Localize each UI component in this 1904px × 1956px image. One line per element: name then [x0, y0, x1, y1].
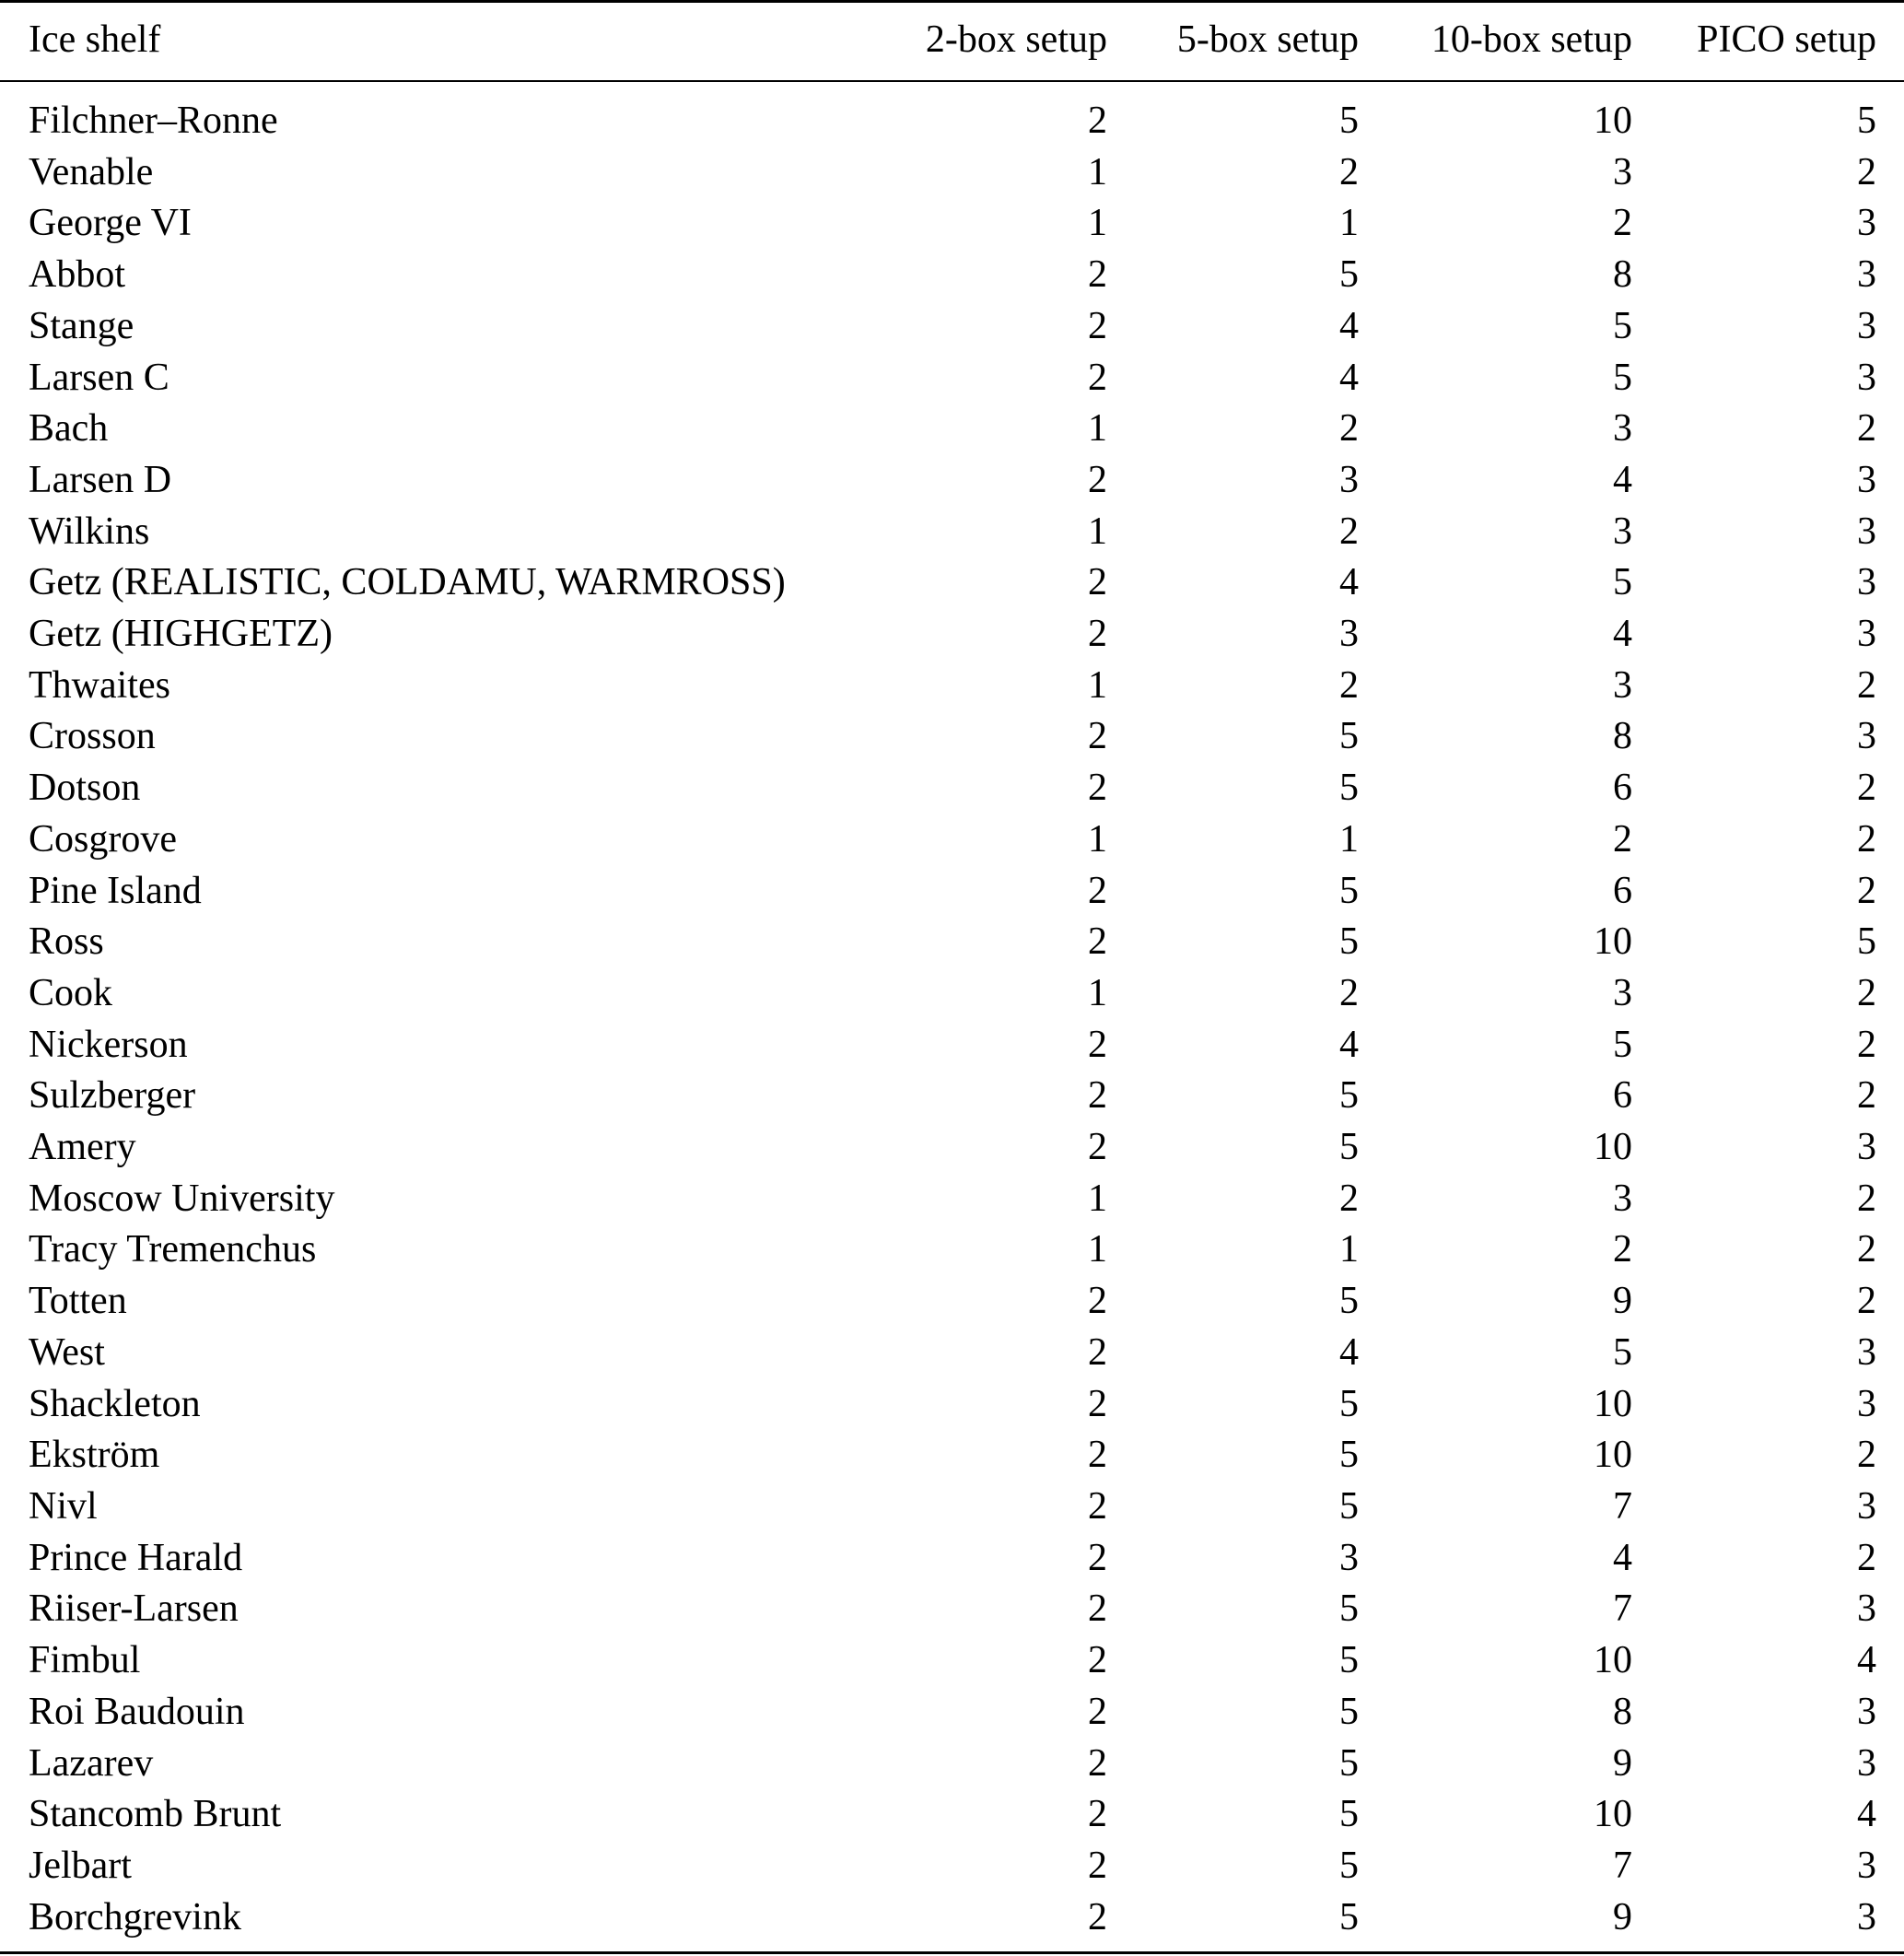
header-ice-shelf: Ice shelf: [29, 18, 161, 61]
ice-shelf-name-cell: Filchner–Ronne: [29, 100, 278, 142]
ten-box-cell: 10: [1594, 1126, 1632, 1169]
two-box-cell: 2: [1088, 1484, 1107, 1528]
ice-shelf-name-cell: Nickerson: [29, 1023, 188, 1066]
ten-box-cell: 5: [1613, 304, 1632, 347]
ten-box-cell: 8: [1613, 1690, 1632, 1733]
five-box-cell: 4: [1339, 304, 1359, 347]
ten-box-cell: 8: [1613, 253, 1632, 297]
five-box-cell: 4: [1339, 1023, 1359, 1066]
ice-shelf-name-cell: Abbot: [29, 253, 125, 297]
table-row: [0, 609, 1904, 661]
ice-shelf-name-cell: Sulzberger: [29, 1074, 196, 1118]
five-box-cell: 5: [1339, 253, 1359, 297]
table-row: [0, 1533, 1904, 1585]
ice-shelf-name-cell: Borchgrevink: [29, 1895, 241, 1938]
two-box-cell: 2: [1088, 1895, 1107, 1938]
ten-box-cell: 7: [1613, 1844, 1632, 1887]
ten-box-cell: 3: [1613, 509, 1632, 553]
five-box-cell: 5: [1339, 715, 1359, 758]
pico-cell: 4: [1857, 1793, 1876, 1836]
pico-cell: 3: [1857, 1741, 1876, 1785]
ice-shelf-name-cell: Pine Island: [29, 869, 202, 912]
five-box-cell: 1: [1339, 1228, 1359, 1271]
ice-shelf-name-cell: Thwaites: [29, 663, 170, 707]
two-box-cell: 2: [1088, 1126, 1107, 1169]
five-box-cell: 2: [1339, 509, 1359, 553]
two-box-cell: 1: [1088, 509, 1107, 553]
two-box-cell: 2: [1088, 304, 1107, 347]
two-box-cell: 2: [1088, 1741, 1107, 1785]
five-box-cell: 5: [1339, 1895, 1359, 1938]
ten-box-cell: 5: [1613, 1330, 1632, 1374]
table-row: [0, 404, 1904, 455]
ten-box-cell: 3: [1613, 971, 1632, 1014]
table-row: [0, 661, 1904, 712]
ice-shelf-name-cell: Roi Baudouin: [29, 1690, 245, 1733]
two-box-cell: 1: [1088, 1177, 1107, 1220]
ten-box-cell: 10: [1594, 1639, 1632, 1682]
table-row: [0, 1789, 1904, 1841]
five-box-cell: 5: [1339, 1484, 1359, 1528]
header-5-box-setup: 5-box setup: [1176, 18, 1359, 61]
five-box-cell: 5: [1339, 1844, 1359, 1887]
table-row: [0, 301, 1904, 353]
two-box-cell: 1: [1088, 663, 1107, 707]
ten-box-cell: 5: [1613, 1023, 1632, 1066]
two-box-cell: 1: [1088, 202, 1107, 245]
pico-cell: 2: [1857, 150, 1876, 193]
ten-box-cell: 6: [1613, 767, 1632, 810]
ten-box-cell: 10: [1594, 1382, 1632, 1425]
pico-cell: 2: [1857, 767, 1876, 810]
five-box-cell: 4: [1339, 1330, 1359, 1374]
two-box-cell: 2: [1088, 1587, 1107, 1631]
bottom-rule: [0, 1951, 1904, 1954]
ice-shelf-name-cell: Getz (HIGHGETZ): [29, 613, 333, 656]
pico-cell: 5: [1857, 920, 1876, 964]
five-box-cell: 4: [1339, 561, 1359, 604]
pico-cell: 3: [1857, 458, 1876, 501]
two-box-cell: 2: [1088, 356, 1107, 399]
pico-cell: 5: [1857, 100, 1876, 142]
ice-shelf-name-cell: Lazarev: [29, 1741, 154, 1785]
ten-box-cell: 10: [1594, 1434, 1632, 1477]
two-box-cell: 2: [1088, 715, 1107, 758]
five-box-cell: 2: [1339, 663, 1359, 707]
table-row: [0, 1224, 1904, 1276]
two-box-cell: 2: [1088, 1023, 1107, 1066]
pico-cell: 3: [1857, 202, 1876, 245]
pico-cell: 4: [1857, 1639, 1876, 1682]
ten-box-cell: 10: [1594, 920, 1632, 964]
ice-shelf-name-cell: Getz (REALISTIC, COLDAMU, WARMROSS): [29, 561, 786, 604]
pico-cell: 3: [1857, 509, 1876, 553]
pico-cell: 3: [1857, 304, 1876, 347]
two-box-cell: 1: [1088, 971, 1107, 1014]
ten-box-cell: 9: [1613, 1741, 1632, 1785]
ice-shelf-name-cell: George VI: [29, 202, 192, 245]
five-box-cell: 5: [1339, 1280, 1359, 1323]
five-box-cell: 2: [1339, 971, 1359, 1014]
table-row: [0, 711, 1904, 763]
ice-shelf-name-cell: West: [29, 1330, 105, 1374]
ice-shelf-name-cell: Shackleton: [29, 1382, 201, 1425]
five-box-cell: 4: [1339, 356, 1359, 399]
pico-cell: 2: [1857, 817, 1876, 861]
five-box-cell: 2: [1339, 1177, 1359, 1220]
table-row: [0, 353, 1904, 404]
ten-box-cell: 3: [1613, 150, 1632, 193]
five-box-cell: 5: [1339, 100, 1359, 142]
ice-shelf-name-cell: Riiser-Larsen: [29, 1587, 239, 1631]
ice-shelf-name-cell: Venable: [29, 150, 154, 193]
five-box-cell: 5: [1339, 1126, 1359, 1169]
ten-box-cell: 10: [1594, 1793, 1632, 1836]
table-row: [0, 147, 1904, 199]
ten-box-cell: 2: [1613, 817, 1632, 861]
table-row: [0, 917, 1904, 968]
ten-box-cell: 7: [1613, 1587, 1632, 1631]
pico-cell: 3: [1857, 715, 1876, 758]
two-box-cell: 2: [1088, 1280, 1107, 1323]
two-box-cell: 2: [1088, 100, 1107, 142]
ice-shelf-name-cell: Amery: [29, 1126, 136, 1169]
ten-box-cell: 5: [1613, 561, 1632, 604]
ice-shelf-name-cell: Prince Harald: [29, 1536, 243, 1579]
ice-shelf-name-cell: Stancomb Brunt: [29, 1793, 282, 1836]
pico-cell: 2: [1857, 1280, 1876, 1323]
table-row: [0, 1687, 1904, 1739]
pico-cell: 2: [1857, 1177, 1876, 1220]
table-row: [0, 1328, 1904, 1379]
pico-cell: 2: [1857, 663, 1876, 707]
header-pico-setup: PICO setup: [1697, 18, 1876, 61]
five-box-cell: 3: [1339, 1536, 1359, 1579]
ice-shelf-name-cell: Ross: [29, 920, 104, 964]
five-box-cell: 2: [1339, 407, 1359, 451]
table-row: [0, 1379, 1904, 1431]
two-box-cell: 2: [1088, 1074, 1107, 1118]
table-row: [0, 507, 1904, 558]
ten-box-cell: 2: [1613, 202, 1632, 245]
ice-shelf-name-cell: Bach: [29, 407, 109, 451]
header-row: [0, 0, 1904, 79]
five-box-cell: 1: [1339, 202, 1359, 245]
ice-shelf-name-cell: Tracy Tremenchus: [29, 1228, 317, 1271]
five-box-cell: 1: [1339, 817, 1359, 861]
table-header: [0, 0, 1904, 79]
ice-shelf-name-cell: Fimbul: [29, 1639, 141, 1682]
pico-cell: 2: [1857, 1434, 1876, 1477]
five-box-cell: 3: [1339, 458, 1359, 501]
table-row: [0, 1276, 1904, 1328]
five-box-cell: 5: [1339, 1690, 1359, 1733]
pico-cell: 2: [1857, 971, 1876, 1014]
ice-shelf-name-cell: Totten: [29, 1280, 127, 1323]
five-box-cell: 5: [1339, 1793, 1359, 1836]
two-box-cell: 2: [1088, 613, 1107, 656]
pico-cell: 3: [1857, 1895, 1876, 1938]
table-row: [0, 79, 1904, 147]
table-row: [0, 968, 1904, 1020]
five-box-cell: 5: [1339, 1639, 1359, 1682]
table-row: [0, 250, 1904, 301]
pico-cell: 3: [1857, 1382, 1876, 1425]
two-box-cell: 1: [1088, 407, 1107, 451]
table-row: [0, 814, 1904, 866]
ten-box-cell: 5: [1613, 356, 1632, 399]
pico-cell: 2: [1857, 1023, 1876, 1066]
ten-box-cell: 9: [1613, 1280, 1632, 1323]
ten-box-cell: 7: [1613, 1484, 1632, 1528]
five-box-cell: 3: [1339, 613, 1359, 656]
ten-box-cell: 8: [1613, 715, 1632, 758]
table-row: [0, 866, 1904, 918]
pico-cell: 3: [1857, 613, 1876, 656]
five-box-cell: 5: [1339, 1382, 1359, 1425]
ten-box-cell: 3: [1613, 1177, 1632, 1220]
ice-shelf-name-cell: Cook: [29, 971, 113, 1014]
five-box-cell: 5: [1339, 1074, 1359, 1118]
two-box-cell: 2: [1088, 1382, 1107, 1425]
ice-shelf-name-cell: Nivl: [29, 1484, 98, 1528]
two-box-cell: 2: [1088, 1844, 1107, 1887]
table-row: [0, 1584, 1904, 1635]
ice-shelf-name-cell: Cosgrove: [29, 817, 177, 861]
two-box-cell: 2: [1088, 1330, 1107, 1374]
table-row: [0, 763, 1904, 814]
table-row: [0, 1430, 1904, 1482]
ice-shelf-name-cell: Ekström: [29, 1434, 160, 1477]
ten-box-cell: 3: [1613, 663, 1632, 707]
ten-box-cell: 3: [1613, 407, 1632, 451]
table-row: [0, 1020, 1904, 1072]
pico-cell: 3: [1857, 1690, 1876, 1733]
header-10-box-setup: 10-box setup: [1431, 18, 1632, 61]
table-row: [0, 1635, 1904, 1687]
pico-cell: 3: [1857, 1587, 1876, 1631]
ice-shelf-name-cell: Moscow University: [29, 1177, 335, 1220]
ten-box-cell: 4: [1613, 458, 1632, 501]
table-row: [0, 1892, 1904, 1944]
five-box-cell: 5: [1339, 1587, 1359, 1631]
pico-cell: 3: [1857, 1484, 1876, 1528]
ice-shelf-name-cell: Larsen C: [29, 356, 169, 399]
pico-cell: 2: [1857, 1228, 1876, 1271]
ice-shelf-name-cell: Larsen D: [29, 458, 172, 501]
two-box-cell: 2: [1088, 1536, 1107, 1579]
two-box-cell: 2: [1088, 253, 1107, 297]
ice-shelf-name-cell: Dotson: [29, 767, 141, 810]
ten-box-cell: 6: [1613, 869, 1632, 912]
two-box-cell: 2: [1088, 1793, 1107, 1836]
two-box-cell: 2: [1088, 1639, 1107, 1682]
ten-box-cell: 4: [1613, 613, 1632, 656]
table-body: [0, 79, 1904, 1943]
two-box-cell: 2: [1088, 920, 1107, 964]
two-box-cell: 2: [1088, 458, 1107, 501]
five-box-cell: 5: [1339, 1434, 1359, 1477]
five-box-cell: 5: [1339, 767, 1359, 810]
table-row: [0, 1482, 1904, 1533]
two-box-cell: 1: [1088, 817, 1107, 861]
pico-cell: 3: [1857, 253, 1876, 297]
five-box-cell: 5: [1339, 869, 1359, 912]
five-box-cell: 5: [1339, 920, 1359, 964]
two-box-cell: 2: [1088, 1690, 1107, 1733]
two-box-cell: 2: [1088, 869, 1107, 912]
pico-cell: 3: [1857, 1126, 1876, 1169]
pico-cell: 3: [1857, 356, 1876, 399]
two-box-cell: 1: [1088, 1228, 1107, 1271]
pico-cell: 2: [1857, 869, 1876, 912]
pico-cell: 3: [1857, 561, 1876, 604]
ice-shelf-name-cell: Wilkins: [29, 509, 150, 553]
table-row: [0, 1841, 1904, 1892]
ten-box-cell: 9: [1613, 1895, 1632, 1938]
table-row: [0, 1122, 1904, 1174]
ice-shelf-name-cell: Crosson: [29, 715, 156, 758]
two-box-cell: 2: [1088, 561, 1107, 604]
five-box-cell: 5: [1339, 1741, 1359, 1785]
table-row: [0, 557, 1904, 609]
ice-shelf-name-cell: Jelbart: [29, 1844, 132, 1887]
ten-box-cell: 4: [1613, 1536, 1632, 1579]
table-row: [0, 1071, 1904, 1122]
ten-box-cell: 6: [1613, 1074, 1632, 1118]
table-row: [0, 1739, 1904, 1790]
pico-cell: 3: [1857, 1330, 1876, 1374]
two-box-cell: 1: [1088, 150, 1107, 193]
table-row: [0, 455, 1904, 507]
two-box-cell: 2: [1088, 1434, 1107, 1477]
table-row: [0, 198, 1904, 250]
pico-cell: 3: [1857, 1844, 1876, 1887]
five-box-cell: 2: [1339, 150, 1359, 193]
ice-shelf-name-cell: Stange: [29, 304, 134, 347]
header-2-box-setup: 2-box setup: [925, 18, 1107, 61]
two-box-cell: 2: [1088, 767, 1107, 810]
table-row: [0, 1174, 1904, 1225]
pico-cell: 2: [1857, 1074, 1876, 1118]
ten-box-cell: 10: [1594, 100, 1632, 142]
ten-box-cell: 2: [1613, 1228, 1632, 1271]
pico-cell: 2: [1857, 407, 1876, 451]
pico-cell: 2: [1857, 1536, 1876, 1579]
